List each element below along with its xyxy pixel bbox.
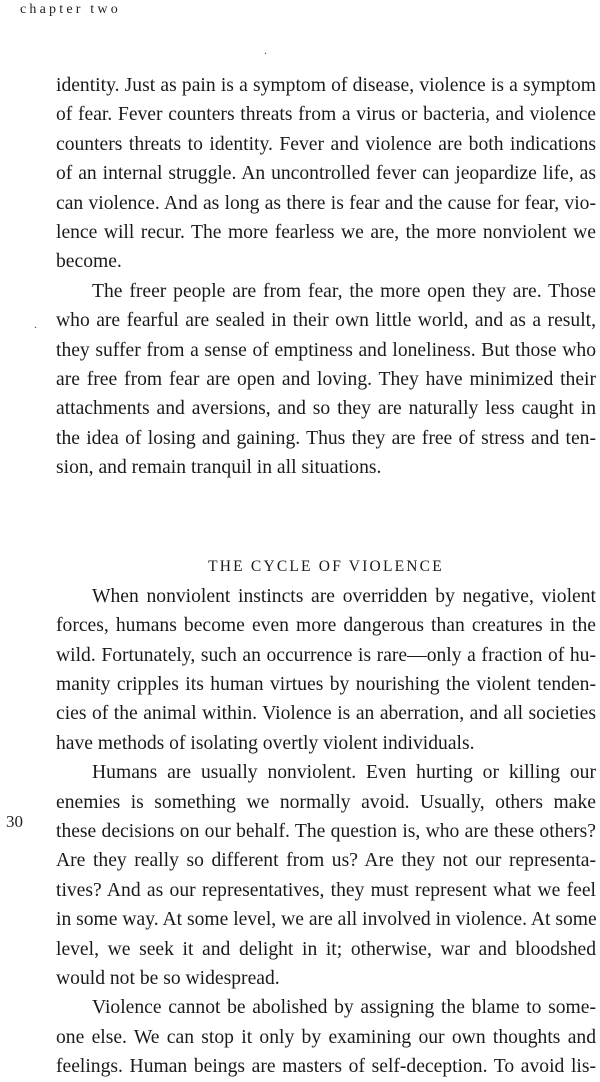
text-line: When nonviolent instincts are overridden by negative, violent <box>92 585 596 607</box>
text-line: they suffer from a sense of emptiness and loneliness. But those who <box>56 339 596 361</box>
text-line: Violence cannot be abolished by assigning the blame to some- <box>92 997 596 1019</box>
section-heading: THE CYCLE OF VIOLENCE <box>208 558 444 576</box>
text-line: manity cripples its human virtues by nourishing the violent tenden- <box>56 674 596 696</box>
paragraph <box>56 758 596 993</box>
text-line: Humans are usually nonviolent. Even hurting or killing our <box>92 762 596 784</box>
paragraph <box>56 993 596 1081</box>
stray-mark: . <box>264 43 267 57</box>
text-line: become. <box>56 251 122 273</box>
text-line: The freer people are from fear, the more open they are. Those <box>92 280 596 302</box>
body-text <box>56 71 596 1082</box>
text-line: can violence. And as long as there is fear and the cause for fear, vio- <box>56 192 596 214</box>
text-line: these decisions on our behalf. The question is, who are these others? <box>56 820 596 842</box>
text-line: who are fearful are sealed in their own little world, and as a result, <box>56 310 596 332</box>
stray-mark: . <box>34 317 37 331</box>
paragraph <box>56 277 596 483</box>
text-line: the idea of losing and gaining. Thus they are free of stress and ten- <box>56 427 596 449</box>
text-line: tives? And as our representatives, they must represent what we feel <box>56 879 596 901</box>
running-head: chapter two <box>20 2 121 17</box>
text-line: Are they really so different from us? Are they not our representa- <box>56 850 596 872</box>
text-line: identity. Just as pain is a symptom of disease, violence is a symptom <box>56 75 596 96</box>
text-line: feelings. Human beings are masters of self-deception. To avoid lis- <box>56 1056 596 1078</box>
text-line: sion, and remain tranquil in all situations. <box>56 457 382 479</box>
text-line: of an internal struggle. An uncontrolled fever can jeopardize life, as <box>56 163 596 185</box>
text-line: are free from fear are open and loving. They have minimized their <box>56 368 596 390</box>
section-break <box>56 482 596 550</box>
text-line: counters threats to identity. Fever and violence are both indications <box>56 133 596 155</box>
paragraph <box>56 582 596 758</box>
text-line: in some way. At some level, we are all involved in violence. At some <box>56 909 597 931</box>
text-line: have methods of isolating overtly violent individuals. <box>56 732 475 754</box>
text-line: lence will recur. The more fearless we are, the more nonviolent we <box>56 221 596 243</box>
text-line: enemies is something we normally avoid. Usually, others make <box>56 791 596 813</box>
text-line: would not be so widespread. <box>56 967 280 989</box>
text-line: of fear. Fever counters threats from a virus or bacteria, and violence <box>56 104 596 126</box>
text-line: wild. Fortunately, such an occurrence is rare—only a fraction of hu- <box>56 644 596 666</box>
paragraph <box>56 71 596 277</box>
text-line: one else. We can stop it only by examining our own thoughts and <box>56 1026 596 1048</box>
text-line: cies of the animal within. Violence is an aberration, and all societies <box>56 703 596 725</box>
text-line: attachments and aversions, and so they are naturally less caught in <box>56 398 596 420</box>
text-line: forces, humans become even more dangerous than creatures in the <box>56 615 596 637</box>
page-number: 30 <box>6 812 23 831</box>
text-line: level, we seek it and delight in it; otherwise, war and bloodshed <box>56 938 596 960</box>
